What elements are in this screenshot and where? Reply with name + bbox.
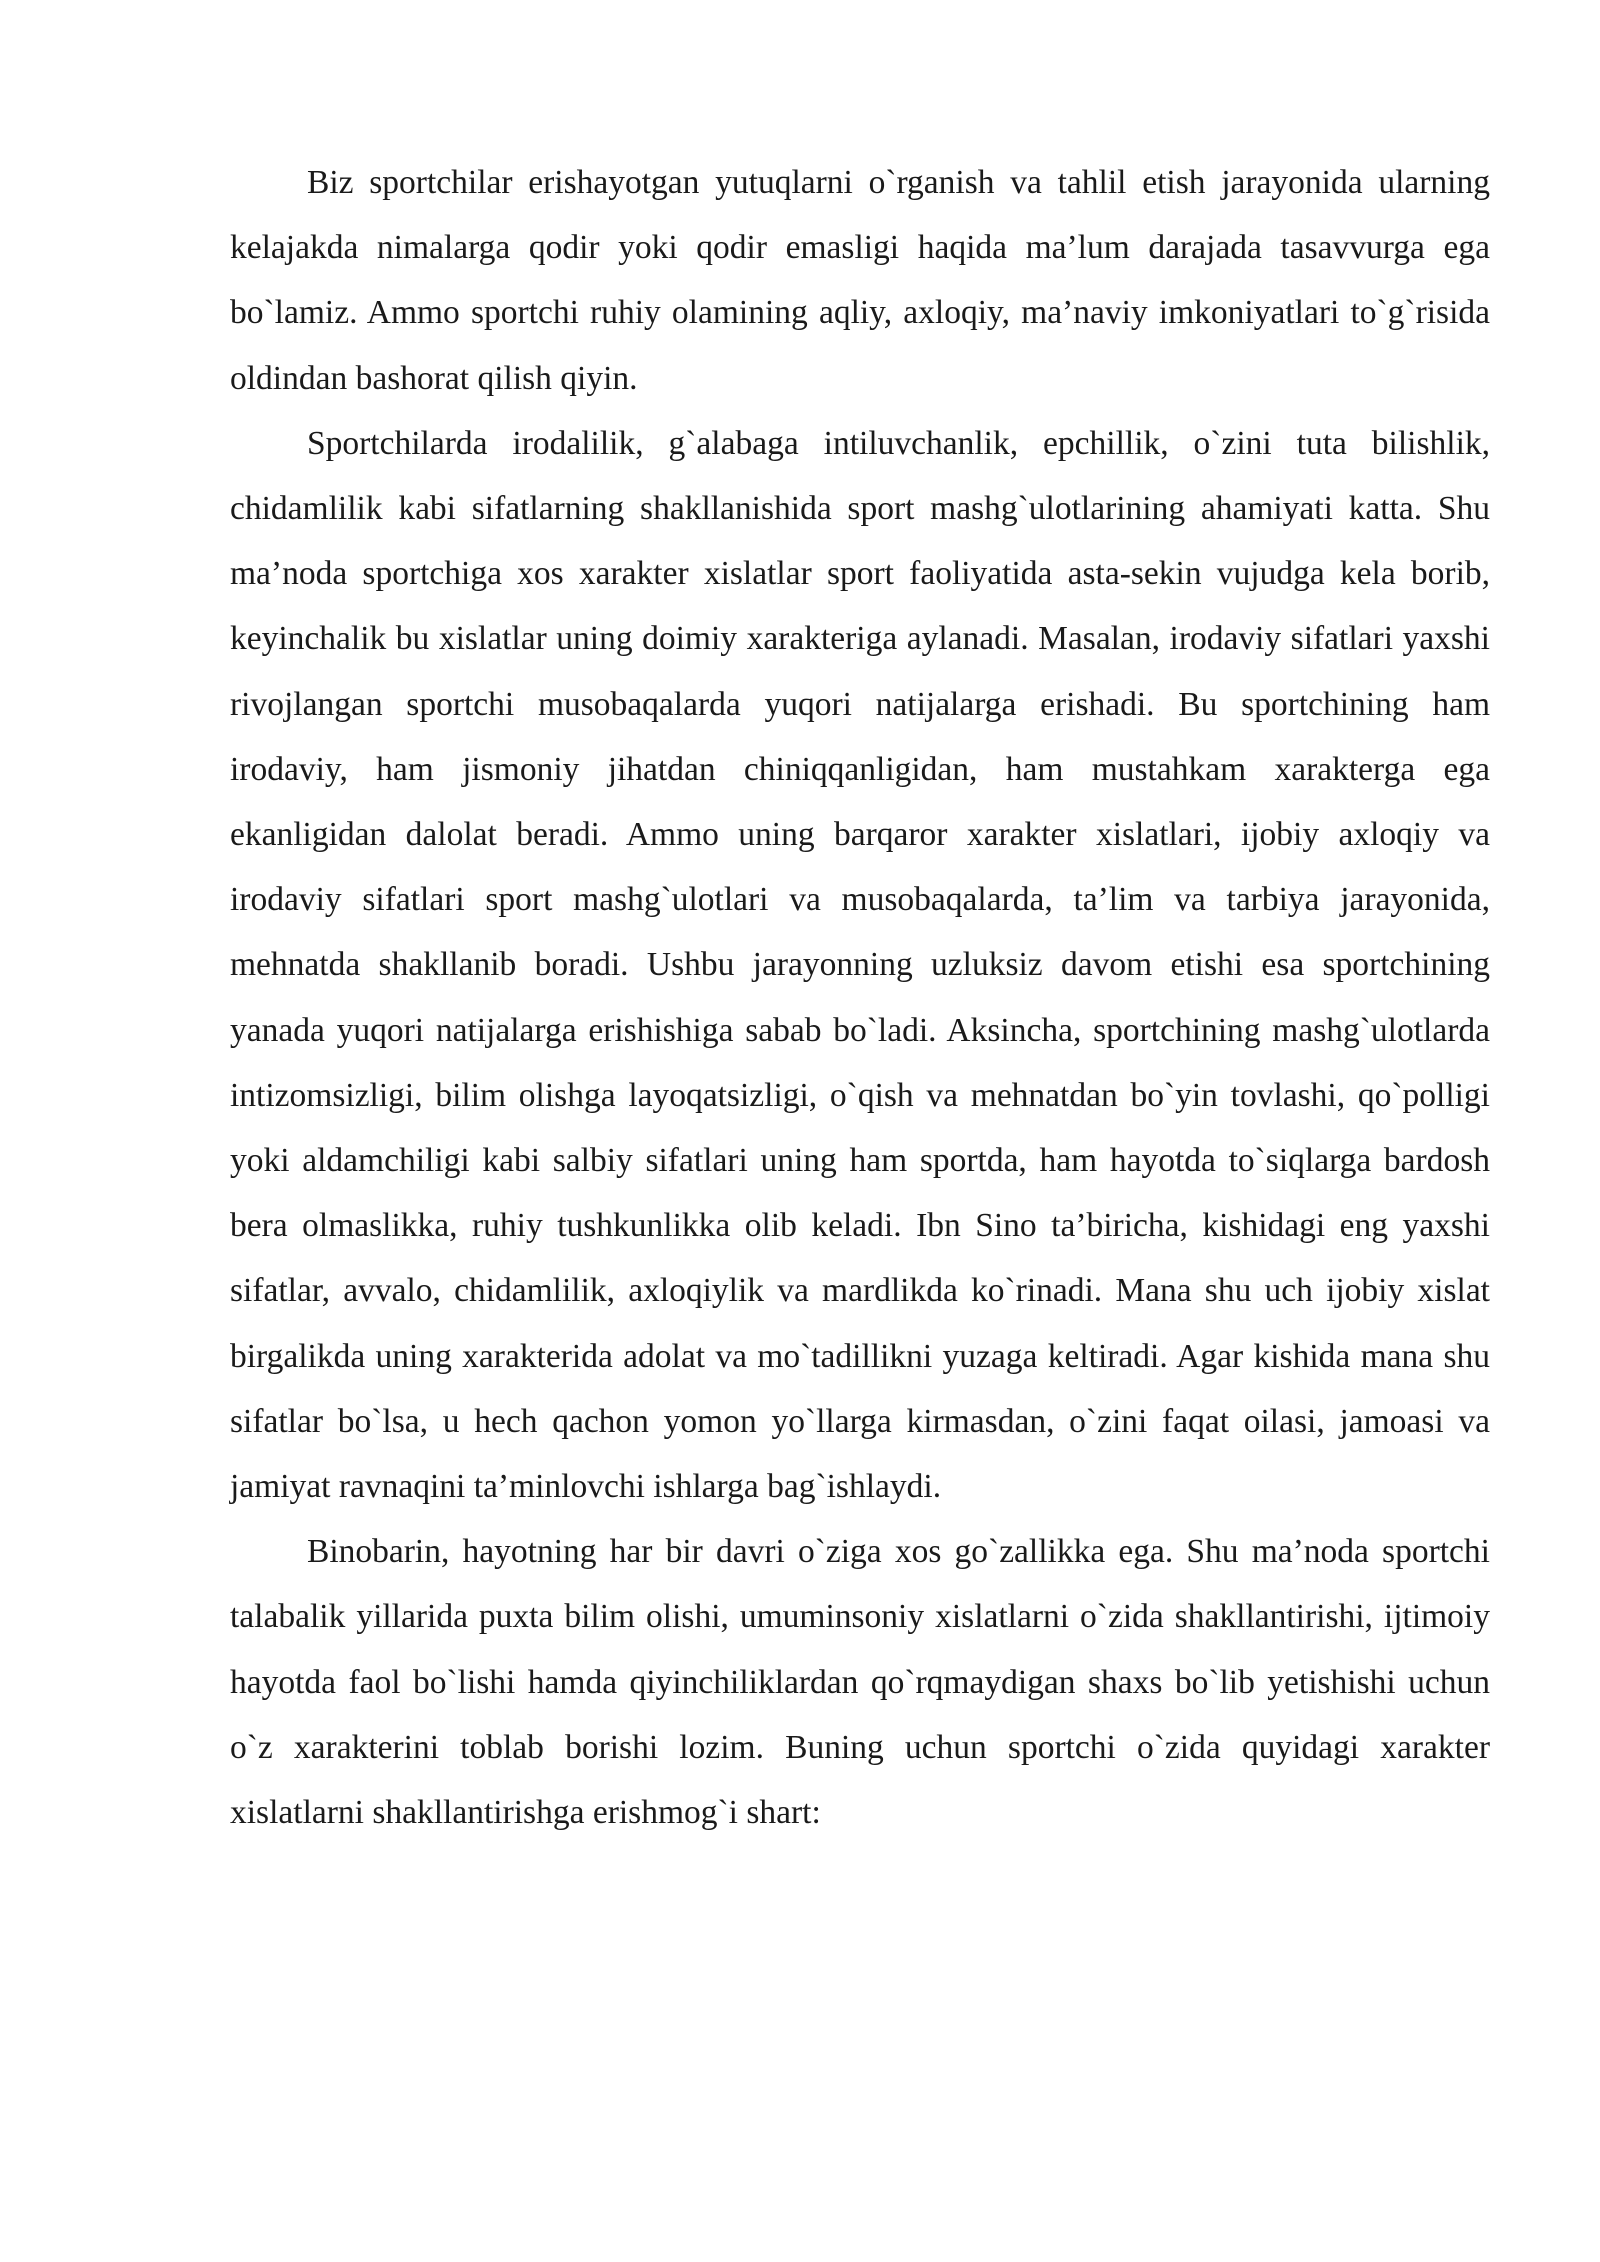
paragraph-1: Biz sportchilar erishayotgan yutuqlarni o`rganish va tahlil etish jarayonida ularning kelajakda nimalarga qodir yoki qodir emasligi haqida ma’lum darajada tasavvurga ega bo`lamiz. Ammo sportchi ruhiy olamining aqliy, axloqiy, ma’naviy imkoniyatlari to`g`risida oldindan bashorat qilish qiyin.: [230, 164, 1490, 397]
document-body: [230, 150, 1490, 1845]
paragraph-2: Sportchilarda irodalilik, g`alabaga intiluvchanlik, epchillik, o`zini tuta bilishlik, chidamlilik kabi sifatlarning shakllanishida sport mashg`ulotlarining ahamiyati katta. Shu ma’noda sportchiga xos xarakter xislatlar sport faoliyatida asta-sekin vujudga kela borib, keyinchalik bu xislatlar uning doimiy xarakteriga aylanadi. Masalan, irodaviy sifatlari yaxshi rivojlangan sportchi musobaqalarda yuqori natijalarga erishadi. Bu sportchining ham irodaviy, ham jismoniy jihatdan chiniqqanligidan, ham mustahkam xarakterga ega ekanligidan dalolat beradi. Ammo uning barqaror xarakter xislatlari, ijobiy axloqiy va irodaviy sifatlari sport mashg`ulotlari va musobaqalarda, ta’lim va tarbiya jarayonida, mehnatda shakllanib boradi. Ushbu jarayonning uzluksiz davom etishi esa sportchining yanada yuqori natijalarga erishishiga sabab bo`ladi. Aksincha, sportchining mashg`ulotlarda intizomsizligi, bilim olishga layoqatsizligi, o`qish va mehnatdan bo`yin tovlashi, qo`polligi yoki aldamchiligi kabi salbiy sifatlari uning ham sportda, ham hayotda to`siqlarga bardosh bera olmaslikka, ruhiy tushkunlikka olib keladi. Ibn Sino ta’biricha, kishidagi eng yaxshi sifatlar, avvalo, chidamlilik, axloqiylik va mardlikda ko`rinadi. Mana shu uch ijobiy xislat birgalikda uning xarakterida adolat va mo`tadillikni yuzaga keltiradi. Agar kishida mana shu sifatlar bo`lsa, u hech qachon yomon yo`llarga kirmasdan, o`zini faqat oilasi, jamoasi va jamiyat ravnaqini ta’minlovchi ishlarga bag`ishlaydi.: [230, 424, 1490, 1506]
paragraph-3: Binobarin, hayotning har bir davri o`ziga xos go`zallikka ega. Shu ma’noda sportchi talabalik yillarida puxta bilim olishi, umuminsoniy xislatlarni o`zida shakllantirishi, ijtimoiy hayotda faol bo`lishi hamda qiyinchiliklardan qo`rqmaydigan shaxs bo`lib yetishishi uchun o`z xarakterini toblab borishi lozim. Buning uchun sportchi o`zida quyidagi xarakter xislatlarni shakllantirishga erishmog`i shart:: [230, 1533, 1490, 1832]
